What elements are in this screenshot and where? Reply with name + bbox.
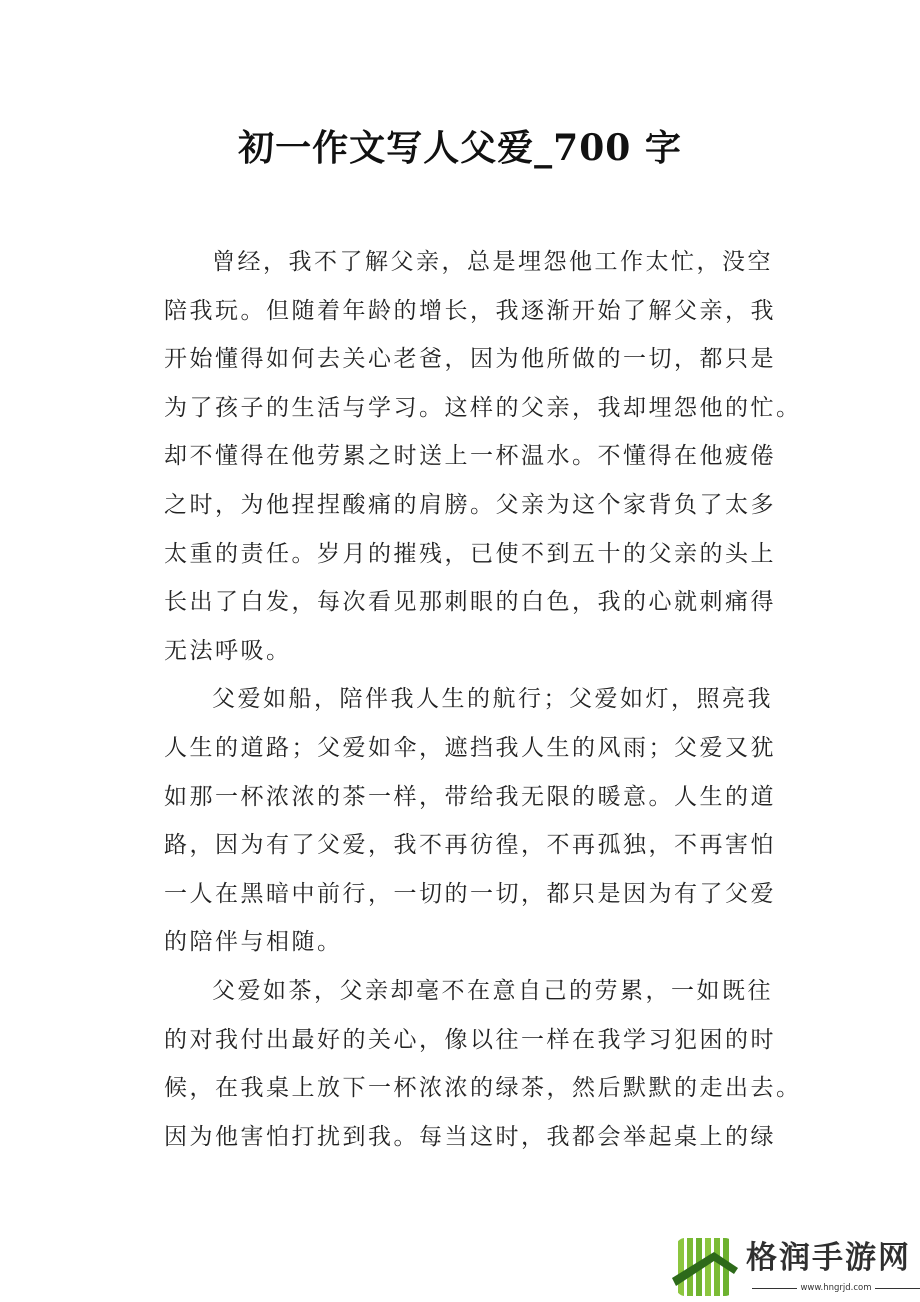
text-line: 为了孩子的生活与学习。这样的父亲，我却埋怨他的忙。 <box>164 394 802 421</box>
text-line: 无法呼吸。 <box>164 637 292 664</box>
site-watermark <box>672 1236 912 1298</box>
text-line: 的陪伴与相随。 <box>164 929 343 956</box>
text-line: 父爱如船，陪伴我人生的航行；父爱如灯，照亮我 <box>212 686 773 713</box>
divider <box>875 1288 920 1289</box>
text-line: 一人在黑暗中前行，一切的一切，都只是因为有了父爱 <box>164 880 776 907</box>
text-line: 太重的责任。岁月的摧残，已使不到五十的父亲的头上 <box>164 540 776 567</box>
text-line: 人生的道路；父爱如伞，遮挡我人生的风雨；父爱又犹 <box>164 734 776 761</box>
paragraph-1 <box>164 238 802 675</box>
text-line: 路，因为有了父爱，我不再彷徨，不再孤独，不再害怕 <box>164 832 776 859</box>
text-line: 因为他害怕打扰到我。每当这时，我都会举起桌上的绿 <box>164 1123 776 1150</box>
site-url-row <box>752 1282 920 1294</box>
text-line: 曾经，我不了解父亲，总是埋怨他工作太忙，没空 <box>212 249 773 275</box>
document-title: 初一作文写人父爱_700 字 <box>238 127 682 169</box>
text-line: 开始懂得如何去关心老爸，因为他所做的一切，都只是 <box>164 346 776 373</box>
divider <box>752 1288 797 1289</box>
essay-body <box>164 238 802 1161</box>
text-line: 如那一杯浓浓的茶一样，带给我无限的暖意。人生的道 <box>164 783 776 810</box>
paragraph-2 <box>164 675 776 967</box>
text-line: 候，在我桌上放下一杯浓浓的绿茶，然后默默的走出去。 <box>164 1075 802 1102</box>
text-line: 长出了白发，每次看见那刺眼的白色，我的心就刺痛得 <box>164 589 776 616</box>
text-line: 父爱如茶，父亲却毫不在意自己的劳累，一如既往 <box>212 977 773 1004</box>
house-roof-logo-icon <box>672 1236 738 1298</box>
site-name: 格润手游网 <box>746 1240 911 1276</box>
text-line: 之时，为他捏捏酸痛的肩膀。父亲为这个家背负了太多 <box>164 491 776 518</box>
paragraph-3 <box>164 967 802 1161</box>
text-line: 陪我玩。但随着年龄的增长，我逐渐开始了解父亲，我 <box>164 297 776 324</box>
site-url: www.hngrjd.com <box>800 1283 872 1293</box>
text-line: 却不懂得在他劳累之时送上一杯温水。不懂得在他疲倦 <box>164 443 776 470</box>
text-line: 的对我付出最好的关心，像以往一样在我学习犯困的时 <box>164 1026 776 1053</box>
